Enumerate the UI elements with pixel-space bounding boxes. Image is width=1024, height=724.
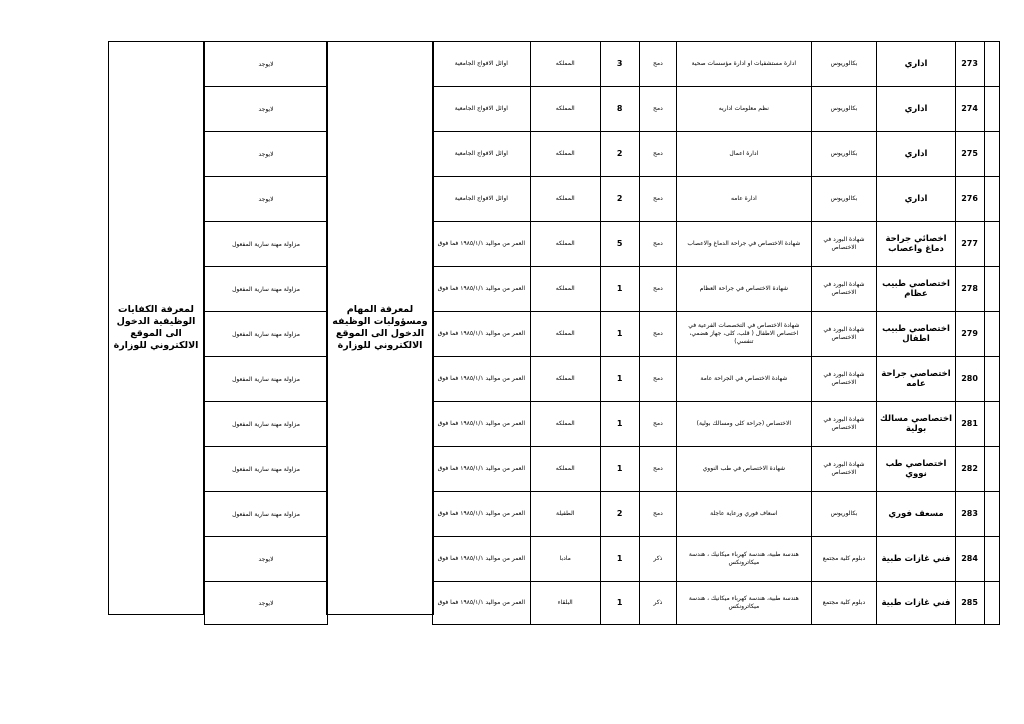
requirement-row [205, 267, 328, 312]
table-row [433, 312, 1000, 357]
cell-condition: العمر من مواليد ١٩٨٥/١/١ فما فوق [433, 267, 531, 312]
cell-condition: العمر من مواليد ١٩٨٥/١/١ فما فوق [433, 222, 531, 267]
cell-requirement: لايوجد [205, 87, 328, 132]
cell-degree: شهادة البورد في الاختصاص [811, 357, 877, 402]
cell-degree: شهادة البورد في الاختصاص [811, 312, 877, 357]
table-row [433, 357, 1000, 402]
cell-type: دمج [639, 402, 677, 447]
cell-count: 3 [600, 42, 639, 87]
cell-spec: شهادة الاختصاص في التخصصات الفرعية في اختصاص الاطفال ( قلب، كلى، جهاز هضمي، تنفسي) [677, 312, 811, 357]
blank-cell [984, 132, 999, 177]
blank-cell [984, 267, 999, 312]
cell-location: المملكه [530, 312, 600, 357]
cell-spec: شهادة الاختصاص في طب النووي [677, 447, 811, 492]
cell-condition: اوائل الافواج الجامعية [433, 87, 531, 132]
cell-no: 275 [955, 132, 984, 177]
cell-type: دمج [639, 312, 677, 357]
cell-count: 1 [600, 447, 639, 492]
cell-location: المملكه [530, 87, 600, 132]
cell-requirement: لايوجد [205, 582, 328, 625]
cell-type: دمج [639, 177, 677, 222]
cell-count: 1 [600, 582, 639, 625]
competencies-note-cell [108, 41, 204, 615]
duties-note: لمعرفة المهام ومسؤوليات الوظيفه الدخول الى الموقع الالكتروني للوزارة [332, 304, 428, 351]
cell-title: اداري [877, 42, 955, 87]
cell-degree: دبلوم كلية مجتمع [811, 582, 877, 625]
cell-requirement: لايوجد [205, 42, 328, 87]
blank-cell [984, 447, 999, 492]
cell-condition: العمر من مواليد ١٩٨٥/١/١ فما فوق [433, 357, 531, 402]
cell-title: اداري [877, 177, 955, 222]
cell-title: اختصاصي طب نووي [877, 447, 955, 492]
cell-degree: بكالوريوس [811, 87, 877, 132]
cell-no: 274 [955, 87, 984, 132]
requirement-row [205, 177, 328, 222]
cell-count: 2 [600, 132, 639, 177]
cell-condition: العمر من مواليد ١٩٨٥/١/١ فما فوق [433, 537, 531, 582]
cell-no: 285 [955, 582, 984, 625]
table-row [433, 447, 1000, 492]
blank-cell [984, 312, 999, 357]
cell-requirement: مزاولة مهنة سارية المفعول [205, 492, 328, 537]
cell-location: المملكه [530, 357, 600, 402]
cell-degree: شهادة البورد في الاختصاص [811, 402, 877, 447]
cell-no: 280 [955, 357, 984, 402]
cell-spec: شهادة الاختصاص في جراحة الدماغ والاعصاب [677, 222, 811, 267]
cell-spec: ادارة عامه [677, 177, 811, 222]
requirement-row [205, 402, 328, 447]
cell-no: 284 [955, 537, 984, 582]
cell-degree: دبلوم كلية مجتمع [811, 537, 877, 582]
cell-requirement: مزاولة مهنة سارية المفعول [205, 357, 328, 402]
cell-spec: شهادة الاختصاص في الجراحة عامة [677, 357, 811, 402]
requirement-row [205, 42, 328, 87]
jobs-table [432, 41, 1000, 625]
cell-count: 2 [600, 492, 639, 537]
cell-title: اداري [877, 87, 955, 132]
requirement-row [205, 132, 328, 177]
cell-degree: بكالوريوس [811, 42, 877, 87]
cell-title: مسعف فوري [877, 492, 955, 537]
cell-title: اخصائي جراحة دماغ واعصاب [877, 222, 955, 267]
requirement-row [205, 447, 328, 492]
table-row [433, 222, 1000, 267]
cell-requirement: مزاولة مهنة سارية المفعول [205, 267, 328, 312]
cell-condition: العمر من مواليد ١٩٨٥/١/١ فما فوق [433, 582, 531, 625]
table-row [433, 492, 1000, 537]
cell-condition: اوائل الافواج الجامعية [433, 42, 531, 87]
cell-condition: اوائل الافواج الجامعية [433, 132, 531, 177]
cell-location: مادبا [530, 537, 600, 582]
cell-count: 1 [600, 357, 639, 402]
cell-type: دمج [639, 132, 677, 177]
requirement-row [205, 312, 328, 357]
cell-spec: ادارة اعمال [677, 132, 811, 177]
cell-degree: بكالوريوس [811, 132, 877, 177]
cell-count: 1 [600, 267, 639, 312]
cell-degree: شهادة البورد في الاختصاص [811, 267, 877, 312]
cell-location: المملكه [530, 267, 600, 312]
cell-spec: ادارة مستشفيات او ادارة مؤسسات صحية [677, 42, 811, 87]
blank-cell [984, 177, 999, 222]
cell-requirement: مزاولة مهنة سارية المفعول [205, 402, 328, 447]
cell-title: فني غازات طبية [877, 537, 955, 582]
cell-type: دمج [639, 42, 677, 87]
cell-no: 281 [955, 402, 984, 447]
cell-condition: العمر من مواليد ١٩٨٥/١/١ فما فوق [433, 312, 531, 357]
cell-title: اختصاصي مسالك بولية [877, 402, 955, 447]
table-row [433, 402, 1000, 447]
cell-no: 277 [955, 222, 984, 267]
blank-cell [984, 42, 999, 87]
cell-condition: العمر من مواليد ١٩٨٥/١/١ فما فوق [433, 447, 531, 492]
blank-cell [984, 582, 999, 625]
blank-cell [984, 537, 999, 582]
cell-type: ذكر [639, 537, 677, 582]
blank-cell [984, 357, 999, 402]
blank-cell [984, 492, 999, 537]
cell-condition: العمر من مواليد ١٩٨٥/١/١ فما فوق [433, 492, 531, 537]
cell-location: المملكه [530, 132, 600, 177]
duties-note-cell [326, 41, 434, 615]
cell-spec: هندسة طبية، هندسة كهرباء ميكانيك ، هندسة ميكاترونكس [677, 582, 811, 625]
cell-location: المملكه [530, 447, 600, 492]
cell-location: البلقاء [530, 582, 600, 625]
cell-type: دمج [639, 492, 677, 537]
cell-requirement: مزاولة مهنة سارية المفعول [205, 447, 328, 492]
requirement-row [205, 87, 328, 132]
competencies-note: لمعرفة الكفايات الوظيفية الدخول الى الموقع الالكتروني للوزارة [113, 304, 199, 351]
cell-degree: بكالوريوس [811, 492, 877, 537]
cell-type: دمج [639, 357, 677, 402]
cell-requirement: مزاولة مهنة سارية المفعول [205, 312, 328, 357]
cell-no: 283 [955, 492, 984, 537]
cell-type: دمج [639, 267, 677, 312]
cell-requirement: لايوجد [205, 132, 328, 177]
blank-cell [984, 402, 999, 447]
cell-count: 5 [600, 222, 639, 267]
cell-degree: بكالوريوس [811, 177, 877, 222]
cell-spec: شهادة الاختصاص في جراحة العظام [677, 267, 811, 312]
cell-type: دمج [639, 447, 677, 492]
cell-title: اختصاصي طبيب عظام [877, 267, 955, 312]
table-row [433, 267, 1000, 312]
cell-type: دمج [639, 222, 677, 267]
cell-count: 8 [600, 87, 639, 132]
cell-spec: نظم معلومات اداريه [677, 87, 811, 132]
cell-spec: اسعاف فوري ورعاية عاجلة [677, 492, 811, 537]
cell-no: 278 [955, 267, 984, 312]
cell-count: 1 [600, 537, 639, 582]
requirements-column [204, 41, 328, 625]
table-row [433, 582, 1000, 625]
cell-location: المملكه [530, 177, 600, 222]
cell-no: 279 [955, 312, 984, 357]
cell-no: 273 [955, 42, 984, 87]
cell-location: المملكه [530, 42, 600, 87]
requirement-row [205, 537, 328, 582]
blank-cell [984, 222, 999, 267]
blank-cell [984, 87, 999, 132]
cell-location: المملكه [530, 222, 600, 267]
cell-requirement: مزاولة مهنة سارية المفعول [205, 222, 328, 267]
cell-condition: اوائل الافواج الجامعية [433, 177, 531, 222]
table-row [433, 42, 1000, 87]
cell-degree: شهادة البورد في الاختصاص [811, 447, 877, 492]
cell-title: فني غازات طبية [877, 582, 955, 625]
cell-no: 276 [955, 177, 984, 222]
cell-location: الطفيلة [530, 492, 600, 537]
cell-title: اختصاصي طبيب اطفال [877, 312, 955, 357]
cell-requirement: لايوجد [205, 177, 328, 222]
cell-title: اختصاصي جراحة عامه [877, 357, 955, 402]
table-row [433, 537, 1000, 582]
requirement-row [205, 222, 328, 267]
requirement-row [205, 357, 328, 402]
cell-degree: شهادة البورد في الاختصاص [811, 222, 877, 267]
cell-type: دمج [639, 87, 677, 132]
cell-type: ذكر [639, 582, 677, 625]
cell-spec: هندسة طبية، هندسة كهرباء ميكانيك ، هندسة ميكاترونكس [677, 537, 811, 582]
jobs-table-frame [108, 41, 1000, 615]
requirement-row [205, 582, 328, 625]
cell-spec: الاختصاص (جراحة كلى ومسالك بولية) [677, 402, 811, 447]
table-row [433, 132, 1000, 177]
cell-count: 1 [600, 402, 639, 447]
cell-requirement: لايوجد [205, 537, 328, 582]
table-row [433, 177, 1000, 222]
requirement-row [205, 492, 328, 537]
cell-title: اداري [877, 132, 955, 177]
cell-count: 1 [600, 312, 639, 357]
cell-location: المملكه [530, 402, 600, 447]
table-row [433, 87, 1000, 132]
cell-no: 282 [955, 447, 984, 492]
cell-condition: العمر من مواليد ١٩٨٥/١/١ فما فوق [433, 402, 531, 447]
cell-count: 2 [600, 177, 639, 222]
